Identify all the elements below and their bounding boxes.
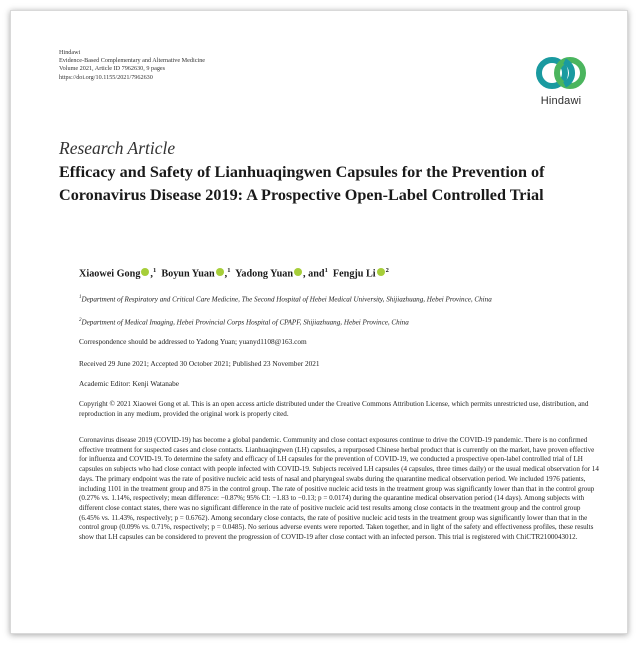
- affiliation-text: Department of Medical Imaging, Hebei Provincial Corps Hospital of CPAPF, Shijiazhuang, Hebei Province, China: [81, 318, 409, 327]
- author-name[interactable]: Yadong Yuan: [235, 268, 294, 280]
- paper-title: Efficacy and Safety of Lianhuaqingwen Capsules for the Prevention of Coronavirus Disease 2019: A Prospective Open-Label Controlled Trial: [59, 163, 545, 204]
- orcid-icon[interactable]: [141, 268, 149, 276]
- orcid-icon[interactable]: [294, 268, 302, 276]
- author-name[interactable]: Fengju Li: [332, 268, 376, 280]
- affiliation-number: 1: [79, 295, 82, 300]
- academic-editor: Academic Editor: Kenji Watanabe: [79, 379, 179, 388]
- volume-info: Volume 2021, Article ID 7962630, 9 pages: [59, 65, 166, 73]
- publication-dates: Received 29 June 2021; Accepted 30 October 2021; Published 23 November 2021: [79, 359, 320, 368]
- journal-meta: [59, 49, 205, 82]
- author-name[interactable]: Boyun Yuan: [161, 268, 215, 280]
- abstract-text: Coronavirus disease 2019 (COVID-19) has become a global pandemic. Community and close contact exposures continue to drive the COVID-19 pandemic. There is no confirmed effective treatment for suspected cases and close contacts. Lianhuaqingwen (LH) capsules, a repurposed Chinese herbal product that is currently on the market, have proven effective for influenza and COVID-19. To determine the safety and efficacy of LH capsules for the prevention of COVID-19, we conducted a prospective open-label controlled trial of LH capsules on subjects who had close contact with people infected with COVID-19. Subjects received LH capsules (4 capsules, three times daily) or the usual medical observation for 14 days. The primary endpoint was the rate of positive nucleic acid tests of nasal and pharyngeal swabs during the quarantine medical observation period. We included 1976 patients, including 1101 in the treatment group and 875 in the control group. The rate of positive nucleic acid tests in the treatment group was significantly lower than that in the control group (0.27% vs. 1.14%, respectively; mean difference: −0.87%; 95% CI: −1.83 to −0.13; p = 0.0174) during the quarantine medical observation period (14 days). Among subjects with different close contact states, there was no significant difference in the rate of positive nucleic acid test results among close contacts in the treatment group and the control group (6.45% vs. 11.43%, respectively; p = 0.6762). Among secondary close contacts, the rate of positive nucleic acid tests in the treatment group was significantly lower than that in the control group (0.09% vs. 0.71%, respectively; p = 0.0485). No serious adverse events were reported. Taken together, and in light of the safety and effectiveness profiles, these results show that LH capsules can be considered to prevent the progression of COVID-19 after close contact with an infected person. This trial is registered with ChiCTR2100043012.: [79, 436, 599, 542]
- author-separator: ,: [150, 268, 153, 280]
- affiliation-2: [79, 316, 579, 328]
- correspondence: Correspondence should be addressed to Yadong Yuan; yuanyd1108@163.com: [79, 337, 307, 346]
- author-separator: ,: [224, 268, 228, 280]
- affiliation-number: 2: [79, 318, 82, 323]
- author-name[interactable]: Xiaowei Gong: [79, 268, 141, 280]
- author-separator: , and: [303, 268, 325, 280]
- publisher-name: Hindawi: [59, 49, 81, 56]
- author-affiliation-number: 2: [385, 267, 389, 274]
- copyright-notice: Copyright © 2021 Xiaowei Gong et al. This is an open access article distributed under the Creative Commons Attribution License, which permits unrestricted use, distribution, and reproduction in any medium, provided the original work is properly cited.: [79, 400, 589, 418]
- author-affiliation-number: 1: [152, 267, 157, 274]
- paper-page: [10, 10, 628, 634]
- logo-text: Hindawi: [540, 95, 582, 107]
- orcid-icon[interactable]: [216, 268, 224, 276]
- author-affiliation-number: 1: [227, 267, 231, 274]
- orcid-icon[interactable]: [377, 268, 385, 276]
- article-type: Research Article: [59, 138, 176, 158]
- doi-link[interactable]: https://doi.org/10.1155/2021/7962630: [59, 73, 153, 81]
- hindawi-rings-logo-icon: [531, 53, 591, 95]
- affiliation-text: Department of Respiratory and Critical Care Medicine, The Second Hospital of Hebei Medical University, Shijiazhuang, Hebei Province, China: [81, 295, 492, 304]
- affiliation-1: [79, 293, 579, 305]
- author-list: [79, 267, 389, 279]
- author-affiliation-number: 1: [324, 267, 328, 274]
- journal-name: Evidence-Based Complementary and Alternative Medicine: [59, 57, 206, 65]
- hindawi-logo: [531, 53, 591, 115]
